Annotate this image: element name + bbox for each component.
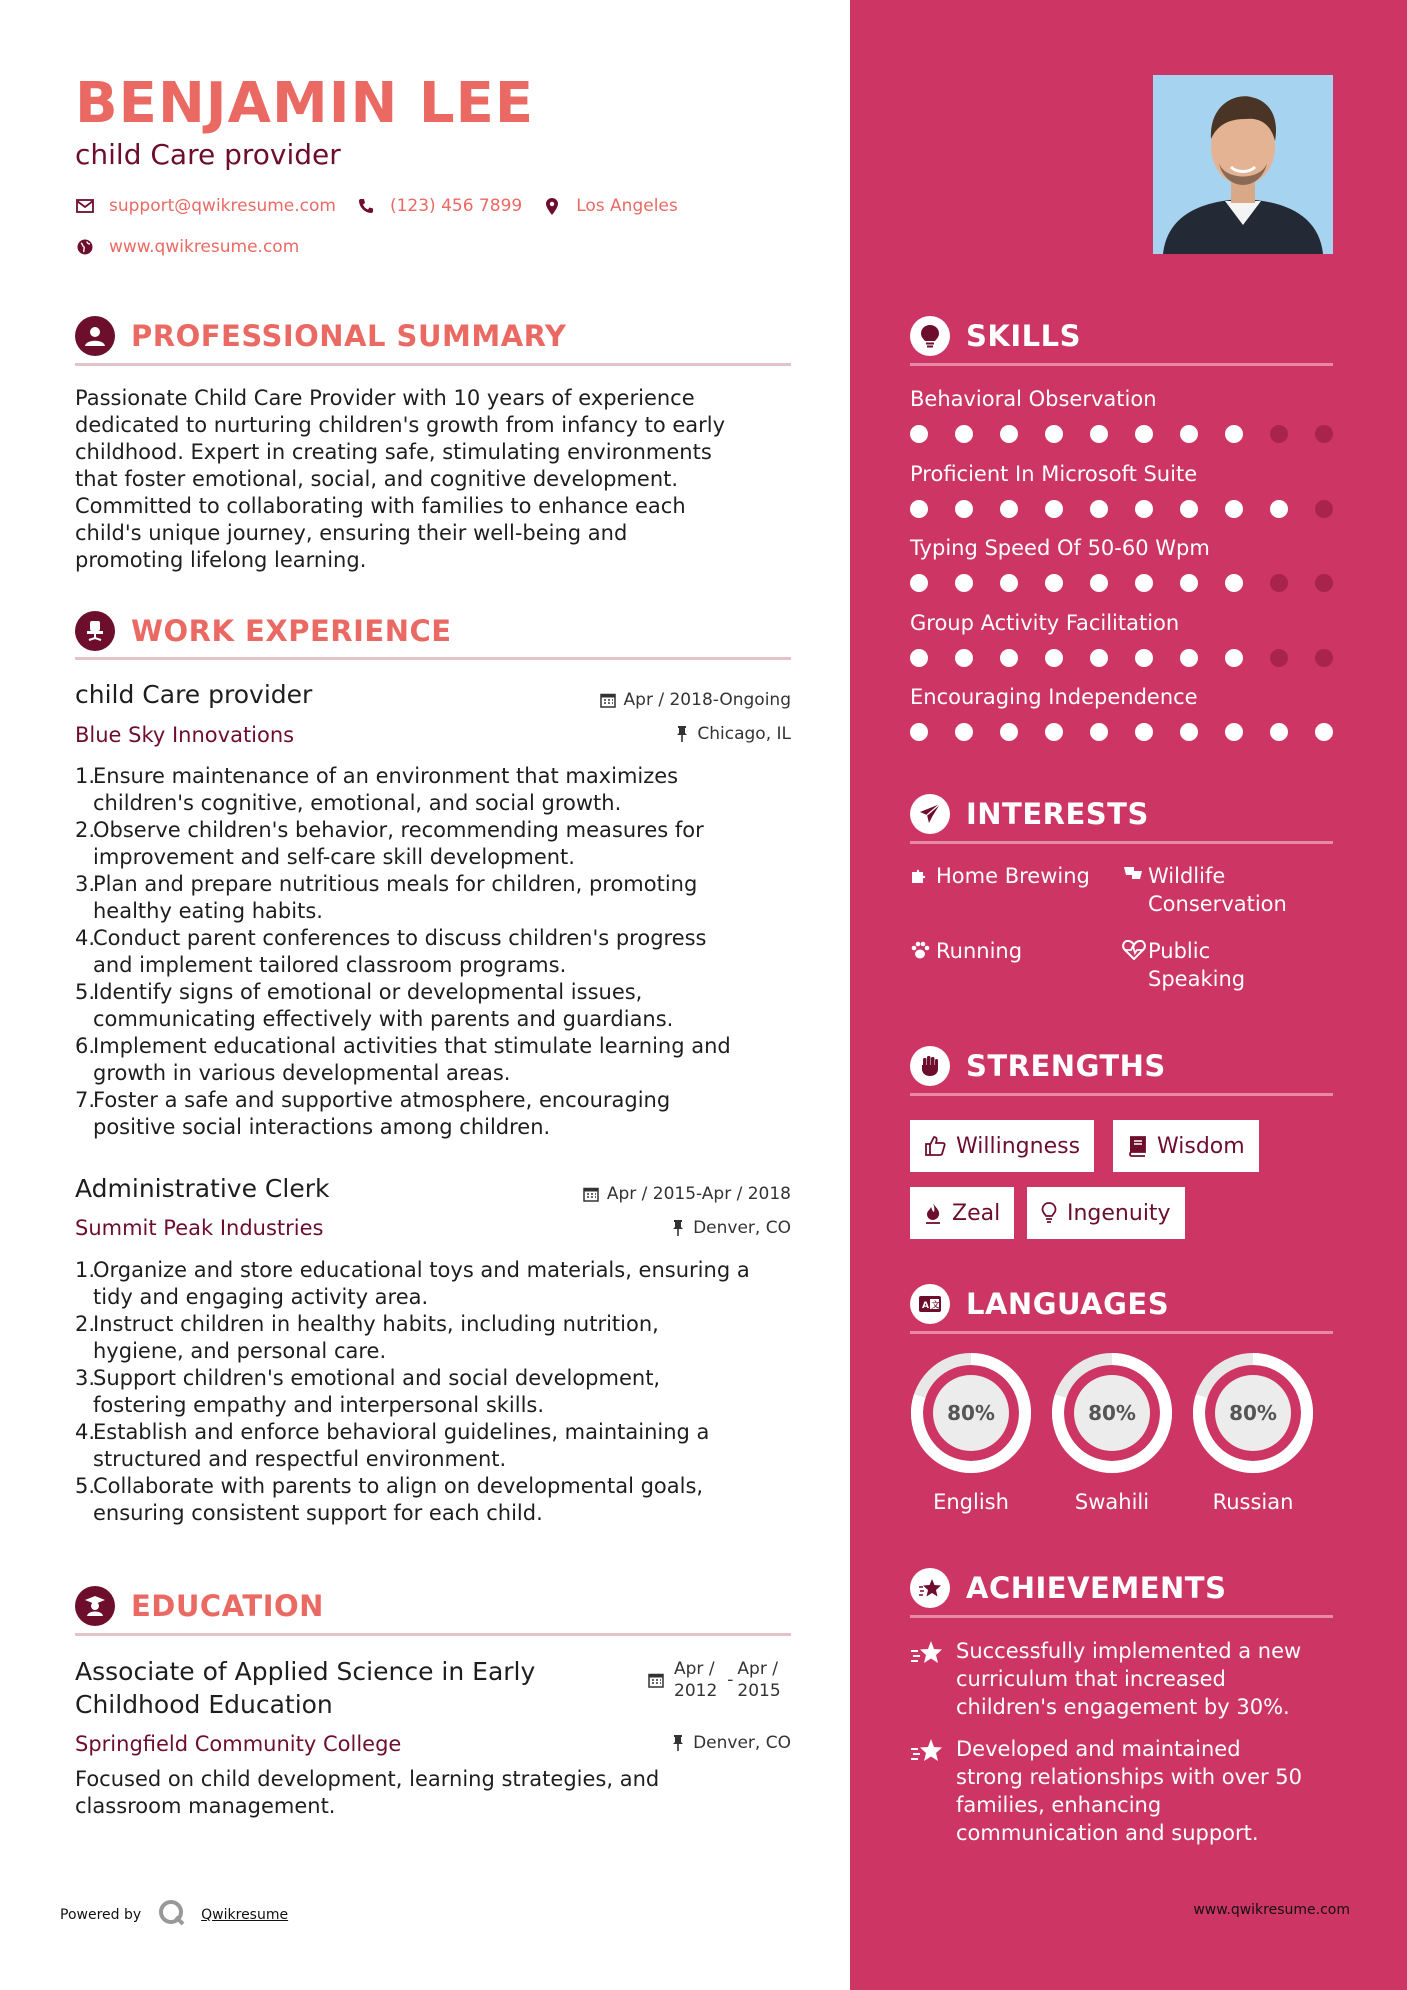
duty-line: Ensure maintenance of an environment that maximizes (93, 764, 679, 788)
experience-header (75, 611, 452, 651)
rating-dot-empty (1315, 649, 1333, 667)
date-separator: - (727, 1670, 734, 1690)
skill-name: Typing Speed Of 50-60 Wpm (910, 536, 1210, 560)
date-part: 2012 (674, 1681, 718, 1701)
interest-line: Speaking (1148, 967, 1246, 991)
interest-item (1122, 862, 1287, 918)
job-location (675, 723, 791, 745)
book-icon (1127, 1135, 1147, 1157)
summary-line: Committed to collaborating with families to enhance each (75, 494, 686, 518)
rating-dot-filled (1045, 425, 1063, 443)
website-row (75, 236, 319, 258)
rating-dot-filled (1000, 574, 1018, 592)
achievement-line: communication and support. (956, 1821, 1259, 1845)
duty-line: fostering empathy and interpersonal skills. (93, 1393, 545, 1417)
skill-name: Behavioral Observation (910, 387, 1157, 411)
duty-line: healthy eating habits. (93, 899, 323, 923)
rating-dot-filled (1090, 723, 1108, 741)
rating-dot-filled (910, 649, 928, 667)
achievements-title: ACHIEVEMENTS (966, 1571, 1227, 1605)
list-number: 1. (75, 1258, 96, 1282)
duty-line: Support children's emotional and social development, (93, 1366, 661, 1390)
languages-title: LANGUAGES (966, 1287, 1170, 1321)
interest-item (1122, 937, 1245, 993)
calendar-icon (583, 1186, 599, 1202)
sidebar (850, 0, 1407, 1990)
rating-dot-filled (1180, 723, 1198, 741)
duty-line: Organize and store educational toys and materials, ensuring a (93, 1258, 750, 1282)
skill-rating (910, 500, 1360, 518)
achievement-line: Successfully implemented a new (956, 1639, 1302, 1663)
list-item (75, 1473, 795, 1527)
duty-line: tidy and engaging activity area. (93, 1285, 429, 1309)
website-link[interactable]: www.qwikresume.com (109, 237, 300, 257)
rating-dot-filled (955, 425, 973, 443)
language-percent: 80% (1229, 1401, 1277, 1425)
rating-dot-filled (1090, 574, 1108, 592)
fire-icon (924, 1202, 942, 1224)
email-link[interactable]: support@qwikresume.com (109, 196, 336, 216)
skill-name: Encouraging Independence (910, 685, 1198, 709)
education-description (75, 1766, 791, 1820)
rating-dot-filled (1045, 574, 1063, 592)
rating-dot-filled (955, 500, 973, 518)
date-part: Apr / (737, 1659, 778, 1679)
experience-title: WORK EXPERIENCE (131, 614, 452, 648)
list-item (75, 1419, 795, 1473)
achievement-text (956, 1637, 1301, 1721)
language-item (1051, 1352, 1173, 1516)
summary-line: promoting lifelong learning. (75, 548, 367, 572)
strengths-title: STRENGTHS (966, 1049, 1166, 1083)
strength-chip (910, 1187, 1014, 1239)
job-duties (75, 1257, 795, 1527)
summary-line: Passionate Child Care Provider with 10 years of experience (75, 386, 695, 410)
shooting-star-icon (910, 1735, 956, 1847)
duty-line: and implement tailored classroom programs. (93, 953, 567, 977)
rating-dot-filled (1045, 500, 1063, 518)
interest-label (1148, 937, 1245, 993)
list-number: 5. (75, 980, 96, 1004)
education-date (648, 1658, 781, 1702)
degree-line: Childhood Education (75, 1690, 333, 1719)
rating-dot-filled (1225, 649, 1243, 667)
powered-by-text: Powered by (60, 1907, 142, 1923)
list-item (75, 979, 795, 1033)
list-number: 4. (75, 1420, 96, 1444)
list-item (75, 1365, 795, 1419)
job-location-text: Denver, CO (693, 1218, 791, 1238)
job-duties (75, 763, 795, 1141)
list-item (75, 925, 795, 979)
achievement-line: children's engagement by 30%. (956, 1695, 1290, 1719)
job-location-text: Chicago, IL (697, 724, 791, 744)
duty-line: structured and respectful environment. (93, 1447, 507, 1471)
location-text: Los Angeles (576, 196, 678, 216)
thumbs-up-icon (924, 1135, 946, 1157)
duty-line: Establish and enforce behavioral guidelines, maintaining a (93, 1420, 710, 1444)
rating-dot-empty (1270, 425, 1288, 443)
job-company: Blue Sky Innovations (75, 723, 295, 747)
summary-line: childhood. Expert in creating safe, stimulating environments (75, 440, 712, 464)
duty-line: hygiene, and personal care. (93, 1339, 387, 1363)
rating-dot-filled (1135, 574, 1153, 592)
job-company: Summit Peak Industries (75, 1216, 324, 1240)
skill-rating (910, 425, 1360, 443)
rating-dot-filled (1180, 500, 1198, 518)
experience-divider (75, 657, 791, 660)
interests-divider (910, 841, 1333, 844)
strength-label: Wisdom (1157, 1133, 1245, 1159)
summary-header (75, 316, 566, 356)
strengths-divider (910, 1093, 1333, 1096)
duty-line: Conduct parent conferences to discuss children's progress (93, 926, 707, 950)
achievement-line: strong relationships with over 50 (956, 1765, 1303, 1789)
candidate-name: BENJAMIN LEE (75, 71, 535, 136)
pushpin-icon (671, 1735, 685, 1751)
strength-chip (910, 1120, 1094, 1172)
achievements-divider (910, 1615, 1333, 1618)
date-part: Apr / (674, 1659, 715, 1679)
skill-rating (910, 723, 1360, 741)
achievement-text (956, 1735, 1302, 1847)
qwikresume-link[interactable]: Qwikresume (201, 1907, 289, 1923)
strength-label: Zeal (952, 1200, 1001, 1226)
list-number: 6. (75, 1034, 96, 1058)
summary-line: that foster emotional, social, and cognitive development. (75, 467, 679, 491)
list-number: 2. (75, 1312, 96, 1336)
duty-line: ensuring consistent support for each child. (93, 1501, 543, 1525)
rating-dot-filled (1135, 425, 1153, 443)
skills-header (910, 316, 1081, 356)
list-number: 3. (75, 1366, 96, 1390)
powered-by (60, 1898, 288, 1932)
job-date (583, 1183, 791, 1205)
rating-dot-empty (1270, 574, 1288, 592)
rating-dot-filled (1270, 723, 1288, 741)
rating-dot-filled (1135, 500, 1153, 518)
achievement-line: Developed and maintained (956, 1737, 1241, 1761)
contact-row (75, 195, 698, 217)
list-item (75, 1311, 795, 1365)
rating-dot-filled (910, 723, 928, 741)
language-progress-ring (910, 1352, 1032, 1474)
star-badge-icon (910, 1568, 950, 1608)
puzzle-icon (910, 862, 936, 892)
footer-website[interactable]: www.qwikresume.com (1193, 1902, 1350, 1918)
date-end (737, 1658, 780, 1702)
lightbulb-icon (910, 316, 950, 356)
skills-title: SKILLS (966, 319, 1081, 353)
candidate-role: child Care provider (75, 138, 341, 171)
interest-item (910, 937, 1022, 967)
shooting-star-icon (910, 1637, 956, 1721)
rating-dot-filled (1045, 723, 1063, 741)
list-item (75, 1033, 795, 1087)
duty-line: Implement educational activities that stimulate learning and (93, 1034, 731, 1058)
language-percent: 80% (947, 1401, 995, 1425)
rating-dot-empty (1315, 500, 1333, 518)
graduate-icon (75, 1586, 115, 1626)
rating-dot-filled (1090, 649, 1108, 667)
calendar-icon (600, 692, 616, 708)
date-start (674, 1658, 717, 1702)
lightbulb-outline-icon (1041, 1202, 1057, 1224)
rating-dot-filled (1180, 425, 1198, 443)
achievement-item (910, 1637, 1340, 1721)
achievements-header (910, 1568, 1226, 1608)
duty-line: Instruct children in healthy habits, including nutrition, (93, 1312, 659, 1336)
rating-dot-filled (955, 574, 973, 592)
duty-line: Collaborate with parents to align on developmental goals, (93, 1474, 704, 1498)
duty-line: communicating effectively with parents and guardians. (93, 1007, 674, 1031)
language-percent: 80% (1088, 1401, 1136, 1425)
pushpin-icon (675, 726, 689, 742)
education-divider (75, 1633, 791, 1636)
rating-dot-filled (1180, 649, 1198, 667)
qwikresume-logo-icon (157, 1898, 187, 1932)
office-chair-icon (75, 611, 115, 651)
language-progress-ring (1051, 1352, 1173, 1474)
achievement-line: families, enhancing (956, 1793, 1162, 1817)
rating-dot-filled (1270, 500, 1288, 518)
language-icon (910, 1284, 950, 1324)
duty-line: growth in various developmental areas. (93, 1061, 511, 1085)
rating-dot-filled (910, 425, 928, 443)
job-title: Administrative Clerk (75, 1174, 330, 1203)
list-number: 5. (75, 1474, 96, 1498)
list-item (75, 1087, 795, 1141)
duty-line: Identify signs of emotional or developmental issues, (93, 980, 643, 1004)
date-part: 2015 (737, 1681, 781, 1701)
language-item (910, 1352, 1032, 1516)
paw-print-icon (1122, 862, 1148, 918)
list-number: 4. (75, 926, 96, 950)
rating-dot-filled (1000, 723, 1018, 741)
list-item (75, 763, 795, 817)
rating-dot-filled (955, 723, 973, 741)
rating-dot-filled (1045, 649, 1063, 667)
rating-dot-filled (910, 500, 928, 518)
rating-dot-filled (955, 649, 973, 667)
education-location-text: Denver, CO (693, 1733, 791, 1753)
rating-dot-empty (1315, 425, 1333, 443)
list-number: 2. (75, 818, 96, 842)
achievement-line: curriculum that increased (956, 1667, 1226, 1691)
interests-title: INTERESTS (966, 797, 1149, 831)
interest-line: Public (1148, 939, 1211, 963)
duty-line: Observe children's behavior, recommending measures for (93, 818, 704, 842)
rating-dot-filled (1135, 649, 1153, 667)
duty-line: improvement and self-care skill development. (93, 845, 575, 869)
rating-dot-filled (1000, 649, 1018, 667)
duty-line: positive social interactions among children. (93, 1115, 551, 1139)
list-item (75, 871, 795, 925)
rating-dot-filled (1000, 500, 1018, 518)
languages-header (910, 1284, 1169, 1324)
language-progress-ring (1192, 1352, 1314, 1474)
svg-text:文: 文 (931, 1300, 940, 1310)
job-title: child Care provider (75, 680, 313, 709)
rating-dot-empty (1315, 574, 1333, 592)
languages-divider (910, 1331, 1333, 1334)
list-number: 7. (75, 1088, 96, 1112)
user-icon (75, 316, 115, 356)
job-date-text: Apr / 2015-Apr / 2018 (606, 1184, 791, 1204)
description-line: Focused on child development, learning strategies, and (75, 1767, 660, 1791)
interest-line: Conservation (1148, 892, 1287, 916)
rating-dot-filled (1180, 574, 1198, 592)
education-header (75, 1586, 324, 1626)
pushpin-icon (671, 1220, 685, 1236)
language-name: Russian (1212, 1490, 1294, 1514)
job-date-text: Apr / 2018-Ongoing (623, 690, 791, 710)
degree-line: Associate of Applied Science in Early (75, 1657, 536, 1686)
degree-title (75, 1655, 535, 1721)
fist-icon (910, 1046, 950, 1086)
list-number: 1. (75, 764, 96, 788)
list-item (75, 1257, 795, 1311)
paper-plane-icon (910, 794, 950, 834)
duty-line: Plan and prepare nutritious meals for children, promoting (93, 872, 698, 896)
summary-line: dedicated to nurturing children's growth from infancy to early (75, 413, 726, 437)
person-portrait-icon (1153, 75, 1333, 254)
interests-header (910, 794, 1149, 834)
svg-text:A: A (922, 1301, 929, 1311)
rating-dot-filled (1225, 574, 1243, 592)
job-location (671, 1217, 791, 1239)
summary-text (75, 385, 791, 574)
skill-name: Group Activity Facilitation (910, 610, 1180, 635)
summary-divider (75, 363, 791, 366)
globe-icon (75, 237, 95, 257)
rating-dot-filled (1315, 723, 1333, 741)
job-date (600, 689, 791, 711)
skill-rating (910, 649, 1360, 667)
rating-dot-filled (1225, 723, 1243, 741)
strength-chip (1113, 1120, 1259, 1172)
skill-name: Proficient In Microsoft Suite (910, 461, 1198, 486)
duty-line: Foster a safe and supportive atmosphere, encouraging (93, 1088, 671, 1112)
envelope-icon (75, 196, 95, 216)
school-name: Springfield Community College (75, 1732, 402, 1756)
rating-dot-filled (1090, 425, 1108, 443)
phone-icon (356, 196, 376, 216)
interest-label: Running (936, 939, 1023, 963)
rating-dot-empty (1270, 649, 1288, 667)
heartbeat-icon (1122, 937, 1148, 993)
skills-divider (910, 363, 1333, 366)
interest-label: Home Brewing (936, 864, 1090, 888)
language-name: English (933, 1490, 1009, 1514)
map-pin-icon (542, 196, 562, 216)
description-line: classroom management. (75, 1794, 336, 1818)
rating-dot-filled (1135, 723, 1153, 741)
strength-chip (1027, 1187, 1185, 1239)
strength-label: Willingness (956, 1133, 1081, 1159)
interest-label (1148, 862, 1287, 918)
calendar-icon (648, 1672, 664, 1688)
language-name: Swahili (1074, 1490, 1150, 1514)
summary-title: PROFESSIONAL SUMMARY (131, 319, 567, 353)
rating-dot-filled (1225, 425, 1243, 443)
rating-dot-filled (1090, 500, 1108, 518)
list-number: 3. (75, 872, 96, 896)
strengths-header (910, 1046, 1166, 1086)
rating-dot-filled (1000, 425, 1018, 443)
achievement-item (910, 1735, 1340, 1847)
rating-dot-filled (1225, 500, 1243, 518)
strength-label: Ingenuity (1067, 1200, 1171, 1226)
duty-line: children's cognitive, emotional, and social growth. (93, 791, 622, 815)
rating-dot-filled (910, 574, 928, 592)
interest-line: Wildlife (1148, 864, 1226, 888)
skill-rating (910, 574, 1360, 592)
education-location (671, 1732, 791, 1754)
list-item (75, 817, 795, 871)
summary-line: child's unique journey, ensuring their well-being and (75, 521, 628, 545)
interest-item (910, 862, 1090, 892)
phone-text: (123) 456 7899 (389, 196, 523, 216)
paw-icon (910, 937, 936, 967)
language-item (1192, 1352, 1314, 1516)
education-title: EDUCATION (131, 1589, 324, 1623)
profile-photo (1153, 75, 1333, 254)
